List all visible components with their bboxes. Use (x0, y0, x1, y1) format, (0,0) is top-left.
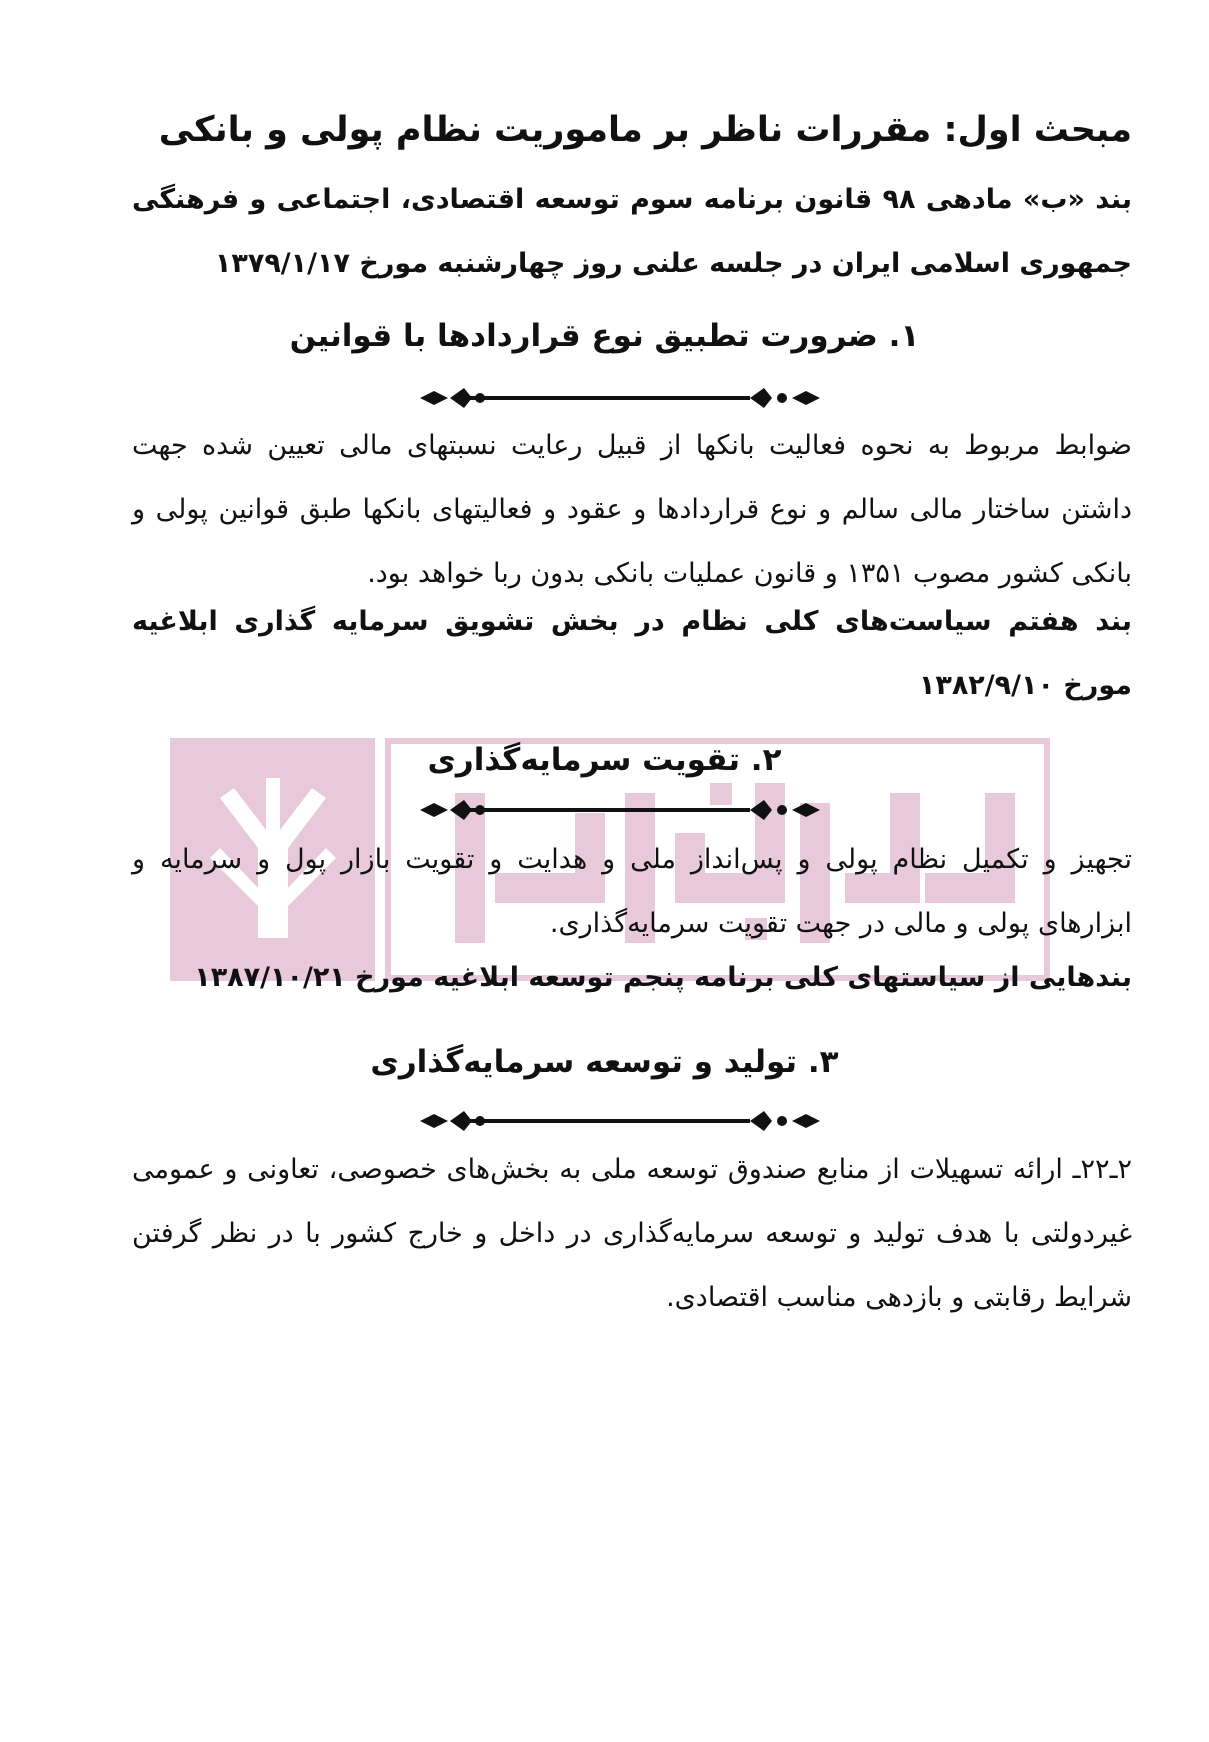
section-2-body: تجهیز و تکمیل نظام پولی و پس‌انداز ملی و هدایت و تقویت بازار پول و سرمایه و ابزارهای پولی و مالی در جهت تقویت سرمایه‌گذاری. (132, 844, 1132, 939)
section-1-body: ضوابط مربوط به نحوه فعالیت بانکها از قبیل رعایت نسبتهای مالی تعیین شده جهت داشتن ساختار مالی سالم و نوع قراردادها و عقود و فعالیتهای بانکها طبق قوانین پولی و بانکی کشور مصوب ۱۳۵۱ و قانون عملیات بانکی بدون ربا خواهد بود. (132, 430, 1132, 589)
ornament-divider-2 (420, 796, 820, 824)
source-reference-3: بندهایی از سیاستهای کلی برنامه پنجم توسعه ابلاغیه مورخ ۱۳۸۷/۱۰/۲۱ (194, 962, 1132, 993)
section-3-title: ۳. تولید و توسعه سرمایه‌گذاری (370, 1044, 839, 1080)
source-reference-2: بند هفتم سیاست‌های کلی نظام در بخش تشویق سرمایه گذاری ابلاغیه مورخ ۱۳۸۲/۹/۱۰ (132, 606, 1132, 701)
ornament-divider-1 (420, 384, 820, 412)
chapter-heading: مبحث اول: مقررات ناظر بر ماموریت نظام پولی و بانکی (158, 110, 1132, 150)
source-reference-1: بند «ب» مادهی ۹۸ قانون برنامه سوم توسعه اقتصادی، اجتماعی و فرهنگی جمهوری اسلامی ایران در جلسه علنی روز چهارشنبه مورخ ۱۳۷۹/۱/۱۷ (132, 184, 1132, 279)
section-1-title: ۱. ضرورت تطبیق نوع قراردادها با قوانین (289, 318, 920, 354)
section-3-body: ۲ـ۲۲ـ ارائه تسهیلات از منابع صندوق توسعه ملی به بخش‌های خصوصی، تعاونی و عمومی غیردولتی با هدف تولید و توسعه سرمایه‌گذاری در داخل و خارج کشور با در نظر گرفتن شرایط رقابتی و بازدهی مناسب اقتصادی. (132, 1154, 1132, 1313)
section-2-title: ۲. تقویت سرمایه‌گذاری (427, 742, 782, 778)
ornament-divider-3 (420, 1107, 820, 1135)
